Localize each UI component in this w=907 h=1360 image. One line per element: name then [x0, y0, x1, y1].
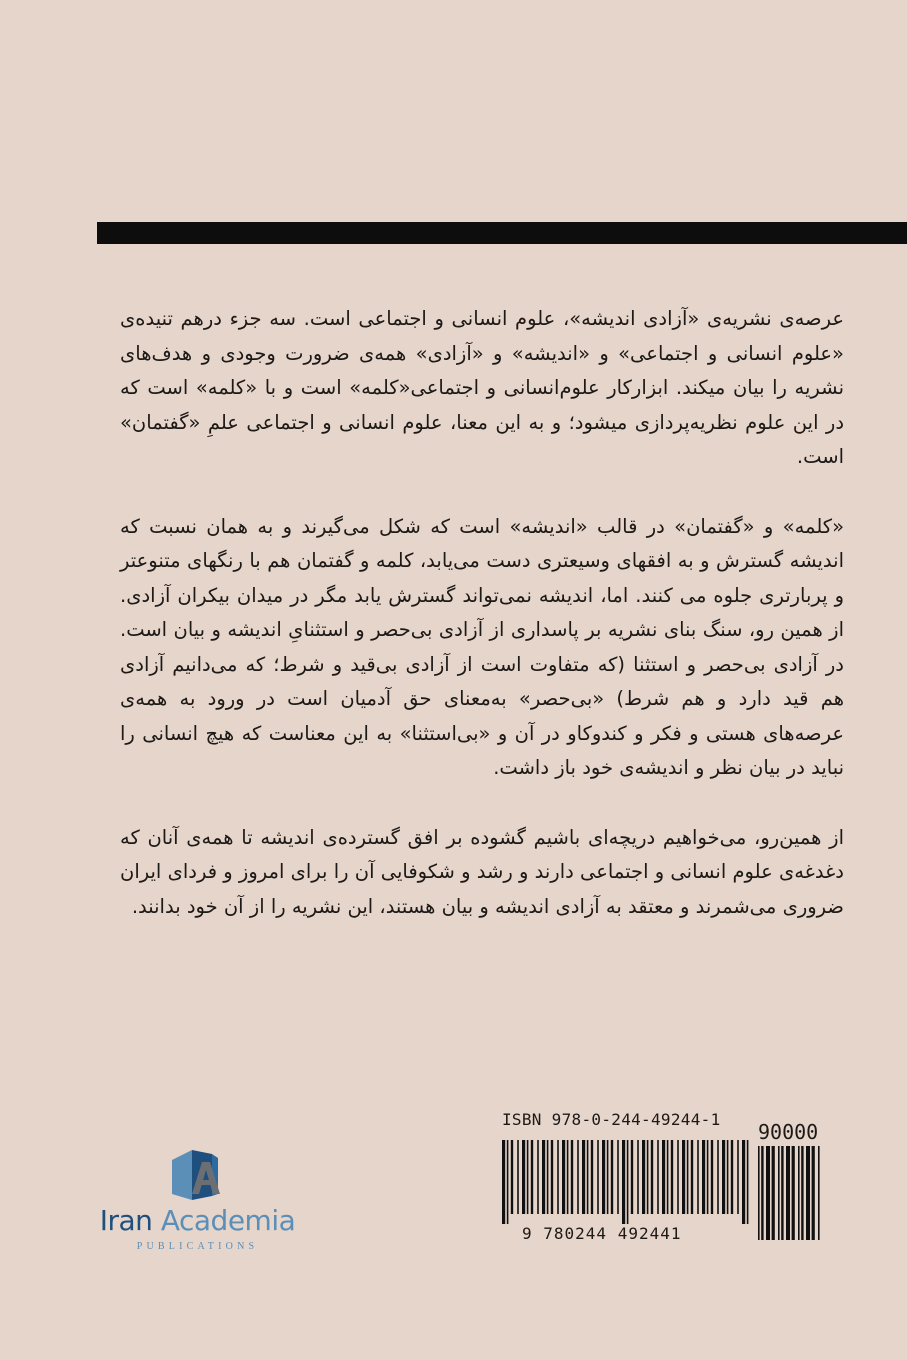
- barcode-bar: [737, 1140, 739, 1214]
- barcode-bar: [662, 1140, 665, 1214]
- barcode-bar: [722, 1140, 725, 1214]
- barcode-bar: [742, 1140, 745, 1224]
- barcode-bar: [602, 1140, 605, 1214]
- barcode-bar: [682, 1140, 685, 1214]
- barcode-bar: [607, 1140, 609, 1214]
- barcode-bar: [677, 1140, 679, 1214]
- barcode-bar: [758, 1146, 760, 1240]
- barcode-bar: [507, 1140, 509, 1224]
- barcode-bar: [761, 1146, 763, 1240]
- paragraph-3: از همین‌رو، می‌خواهیم دریچه‌ای باشیم گشوده بر افق گسترده‌ی اندیشه تا همه‌ی آنان که دغدغه‌ی علوم انسانی و اجتماعی دارند و رشد و شکوفایی آن را برای امروز و فردای ایران ضروری می‌شمرند و معتقد به آزادی اندیشه و بیان هستند، این نشریه را از آن خود بدانند.: [120, 825, 844, 918]
- barcode-bar: [611, 1140, 613, 1214]
- barcode-bar: [731, 1140, 733, 1214]
- addon-barcode-bars: [758, 1146, 824, 1250]
- barcode-bar: [562, 1140, 565, 1214]
- barcode-bar: [597, 1140, 599, 1214]
- barcode-bar: [571, 1140, 573, 1214]
- barcode-bar: [637, 1140, 639, 1214]
- barcode-bar: [657, 1140, 659, 1214]
- barcode-bar: [537, 1140, 539, 1214]
- price-code: 90000: [758, 1120, 819, 1144]
- barcode-bar: [717, 1140, 719, 1214]
- barcode-bar: [818, 1146, 820, 1240]
- paragraph-2: «کلمه» و «گفتمان» در قالب «اندیشه» است که شکل می‌گیرند و به همان نسبت که اندیشه گسترش و به افقهای وسیعتری دست می‌یابد، کلمه و گفتمان هم با رنگهای متنوعتر و پربارتری جلوه می کنند. اما، اندیشه نمی‌تواند گسترش یابد مگر در میدان بیکران آزادی. از همین رو، سنگ بنای نشریه بر پاسداری از آزادی بی‌حصر و استثنایِ اندیشه و بیان است. در آزادی بی‌حصر و استثنا (که متفاوت است از آزادی بی‌قید و شرط؛ که می‌دانیم آزادی هم قید دارد و هم شرط) «بی‌حصر» به‌معنای حق آدمیان است در ورود به همه‌ی عرصه‌های هستی و فکر و کندوکاو در آن و «بی‌استثنا» به این معناست که هیچ انسانی را نباید در بیان نظر و اندیشه‌ی خود باز داشت.: [120, 514, 844, 779]
- barcode-bar: [671, 1140, 673, 1214]
- publisher-name-word2: Academia: [160, 1204, 296, 1237]
- barcode-bar: [587, 1140, 589, 1214]
- barcode-bar: [812, 1146, 815, 1240]
- barcode-bar: [667, 1140, 669, 1214]
- barcode-bar: [567, 1140, 569, 1214]
- barcode-bar: [786, 1146, 790, 1240]
- barcode-bar: [747, 1140, 749, 1224]
- book-a-logo-icon: [168, 1150, 222, 1204]
- barcode-bar: [702, 1140, 705, 1214]
- barcode-bar: [798, 1146, 800, 1240]
- barcode-bar: [542, 1140, 545, 1214]
- barcode-bar: [577, 1140, 579, 1214]
- barcode-bar: [801, 1146, 803, 1240]
- barcode-bar: [522, 1140, 525, 1214]
- publisher-logo: [95, 1150, 300, 1250]
- publisher-name-word1: Iran: [99, 1204, 153, 1237]
- barcode-bar: [727, 1140, 729, 1214]
- paragraph-1: عرصه‌ی نشریه‌ی «آزادی اندیشه»، علوم انسانی و اجتماعی است. سه جزء درهم تنیده‌ی «علوم انسانی و اجتماعی» و «اندیشه» و «آزادی» همه‌ی ضرورت وجودی و هدف‌های نشریه را بیان میکند. ابزارکار علوم‌انسانی و اجتماعی«کلمه» است و با «کلمه» است که در این علوم نظریه‌پردازی میشود؛ و به این معنا، علوم انسانی و اجتماعی علمِ «گفتمان» است.: [120, 307, 844, 468]
- barcode-bar: [502, 1140, 505, 1224]
- publisher-name: [95, 1204, 300, 1237]
- barcode-bar: [772, 1146, 775, 1240]
- barcode-bar: [591, 1140, 593, 1214]
- barcode-bar: [511, 1140, 513, 1214]
- ean-barcode-bars: [502, 1140, 752, 1224]
- barcode-bar: [527, 1140, 529, 1214]
- barcode-bar: [617, 1140, 619, 1214]
- top-black-band: [97, 222, 907, 244]
- barcode-bar: [806, 1146, 810, 1240]
- isbn-label: ISBN 978-0-244-49244-1: [502, 1110, 721, 1129]
- barcode-bar: [582, 1140, 585, 1214]
- barcode-bar: [647, 1140, 649, 1214]
- barcode-bar: [792, 1146, 795, 1240]
- barcode-bar: [766, 1146, 770, 1240]
- barcode-bar: [697, 1140, 699, 1214]
- barcode-bar: [627, 1140, 629, 1224]
- barcode-bar: [622, 1140, 625, 1224]
- isbn-barcode: [502, 1110, 824, 1250]
- barcode-bar: [781, 1146, 783, 1240]
- barcode-bar: [531, 1140, 533, 1214]
- publisher-subtitle: PUBLICATIONS: [136, 1241, 259, 1252]
- barcode-bar: [642, 1140, 645, 1214]
- barcode-bar: [557, 1140, 559, 1214]
- barcode-bar: [631, 1140, 633, 1214]
- barcode-bar: [547, 1140, 549, 1214]
- barcode-bar: [707, 1140, 709, 1214]
- barcode-bar: [551, 1140, 553, 1214]
- barcode-bar: [778, 1146, 780, 1240]
- barcode-bar: [517, 1140, 519, 1214]
- back-cover-text: [120, 302, 844, 959]
- barcode-bar: [691, 1140, 693, 1214]
- ean-digits: 9 780244 492441: [522, 1224, 682, 1243]
- barcode-bar: [711, 1140, 713, 1214]
- barcode-bar: [687, 1140, 689, 1214]
- barcode-bar: [651, 1140, 653, 1214]
